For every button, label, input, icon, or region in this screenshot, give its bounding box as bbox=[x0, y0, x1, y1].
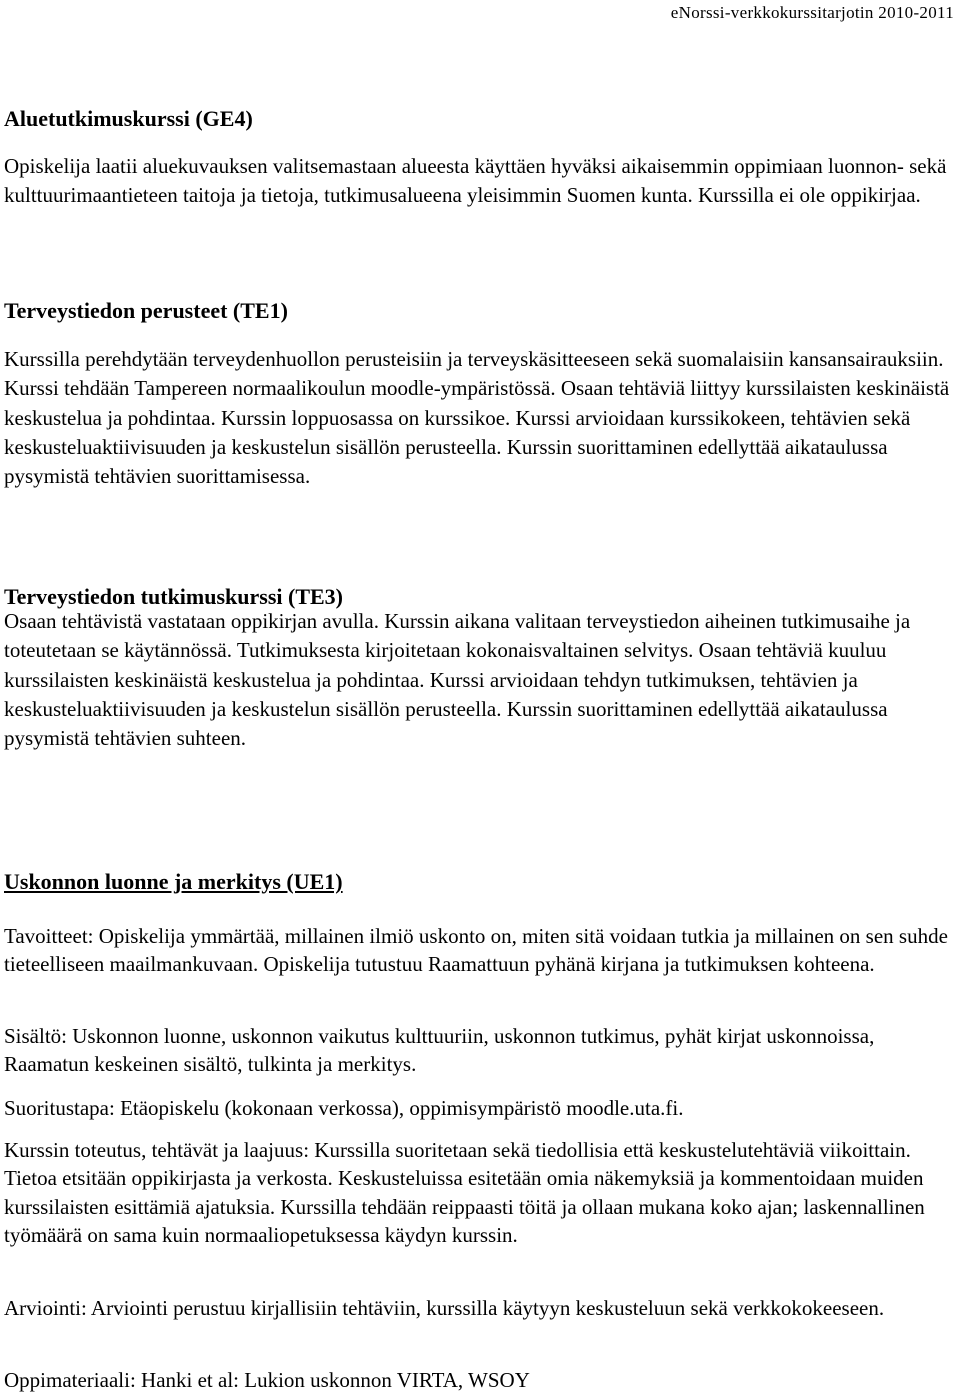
section-title-te1: Terveystiedon perusteet (TE1) bbox=[4, 298, 288, 323]
section-body-ue1-objectives bbox=[4, 922, 954, 979]
section-body-ue1-assessment bbox=[4, 1294, 954, 1322]
paragraph: Sisältö: Uskonnon luonne, uskonnon vaikutus kulttuuriin, uskonnon tutkimus, pyhät kirjat uskonnoissa, Raamatun keskeinen sisältö, tulkinta ja merkitys. bbox=[4, 1024, 875, 1077]
section-title-ue1: Uskonnon luonne ja merkitys (UE1) bbox=[4, 869, 343, 894]
section-body-ue1-content bbox=[4, 1022, 954, 1079]
section-title-te3: Terveystiedon tutkimuskurssi (TE3) bbox=[4, 584, 344, 609]
section-body-ge4 bbox=[4, 152, 954, 211]
section-body-te1 bbox=[4, 345, 954, 491]
section-title-ge4: Aluetutkimuskurssi (GE4) bbox=[4, 106, 253, 131]
paragraph: Opiskelija laatii aluekuvauksen valitsemastaan alueesta käyttäen hyväksi aikaisemmin oppimiaan luonnon- sekä kulttuurimaantieteen taitoja ja tietoja, tutkimusalueena yleisimmin Suomen kunta. Kurssilla ei ole oppikirjaa. bbox=[4, 154, 947, 208]
section-body-te3 bbox=[4, 607, 954, 753]
running-header: eNorssi-verkkokurssitarjotin 2010-2011 bbox=[670, 3, 954, 22]
section-body-ue1-materials bbox=[4, 1366, 954, 1394]
paragraph: Suoritustapa: Etäopiskelu (kokonaan verkossa), oppimisympäristö moodle.uta.fi. bbox=[4, 1096, 684, 1120]
paragraph: Kurssilla perehdytään terveydenhuollon perusteisiin ja terveyskäsitteeseen sekä suomalaisiin kansansairauksiin. Kurssi tehdään Tampereen normaalikoulun moodle-ympäristössä. Osaan tehtäviä liittyy kurssilaisten keskinäistä keskustelua ja pohdintaa. Kurssin loppuosassa on kurssikoe. Kurssi arvioidaan kurssikokeen, tehtävien sekä keskusteluaktiivisuuden ja keskustelun sisällön perusteella. Kurssin suorittaminen edellyttää aikataulussa pysymistä tehtävien suorittamisessa. bbox=[4, 347, 950, 489]
paragraph: Kurssin toteutus, tehtävät ja laajuus: Kurssilla suoritetaan sekä tiedollisia että keskustelutehtäviä viikoittain. Tietoa etsitään oppikirjasta ja verkosta. Keskusteluissa esitetään omia näkemyksiä ja kommentoidaan muiden kurssilaisten esittämiä ajatuksia. Kurssilla tehdään reippaasti töitä ja ollaan mukana koko ajan; laskennallinen työmäärä on sama kuin normaaliopetuksessa käydyn kurssin. bbox=[4, 1138, 925, 1248]
paragraph: Osaan tehtävistä vastataan oppikirjan avulla. Kurssin aikana valitaan terveystiedon aiheinen tutkimusaihe ja toteutetaan se käytännössä. Tutkimuksesta kirjoitetaan kokonaisvaltainen selvitys. Osaan tehtäviä kuuluu kurssilaisten keskinäistä keskustelua ja pohdintaa. Kurssi arvioidaan tehdyn tutkimuksen, tehtävien ja keskusteluaktiivisuuden ja keskustelun sisällön perusteella. Kurssin suorittaminen edellyttää aikataulussa pysymistä tehtävien suhteen. bbox=[4, 609, 911, 751]
section-body-ue1-method bbox=[4, 1094, 954, 1122]
paragraph: Oppimateriaali: Hanki et al: Lukion uskonnon VIRTA, WSOY bbox=[4, 1368, 530, 1392]
paragraph: Tavoitteet: Opiskelija ymmärtää, millainen ilmiö uskonto on, miten sitä voidaan tutkia ja millainen on sen suhde tieteelliseen maailmankuvaan. Opiskelija tutustuu Raamattuun pyhänä kirjana ja tutkimuksen kohteena. bbox=[4, 924, 948, 977]
paragraph: Arviointi: Arviointi perustuu kirjallisiin tehtäviin, kurssilla käytyyn keskusteluun sekä verkkokokeeseen. bbox=[4, 1296, 885, 1320]
section-body-ue1-implementation bbox=[4, 1136, 954, 1250]
